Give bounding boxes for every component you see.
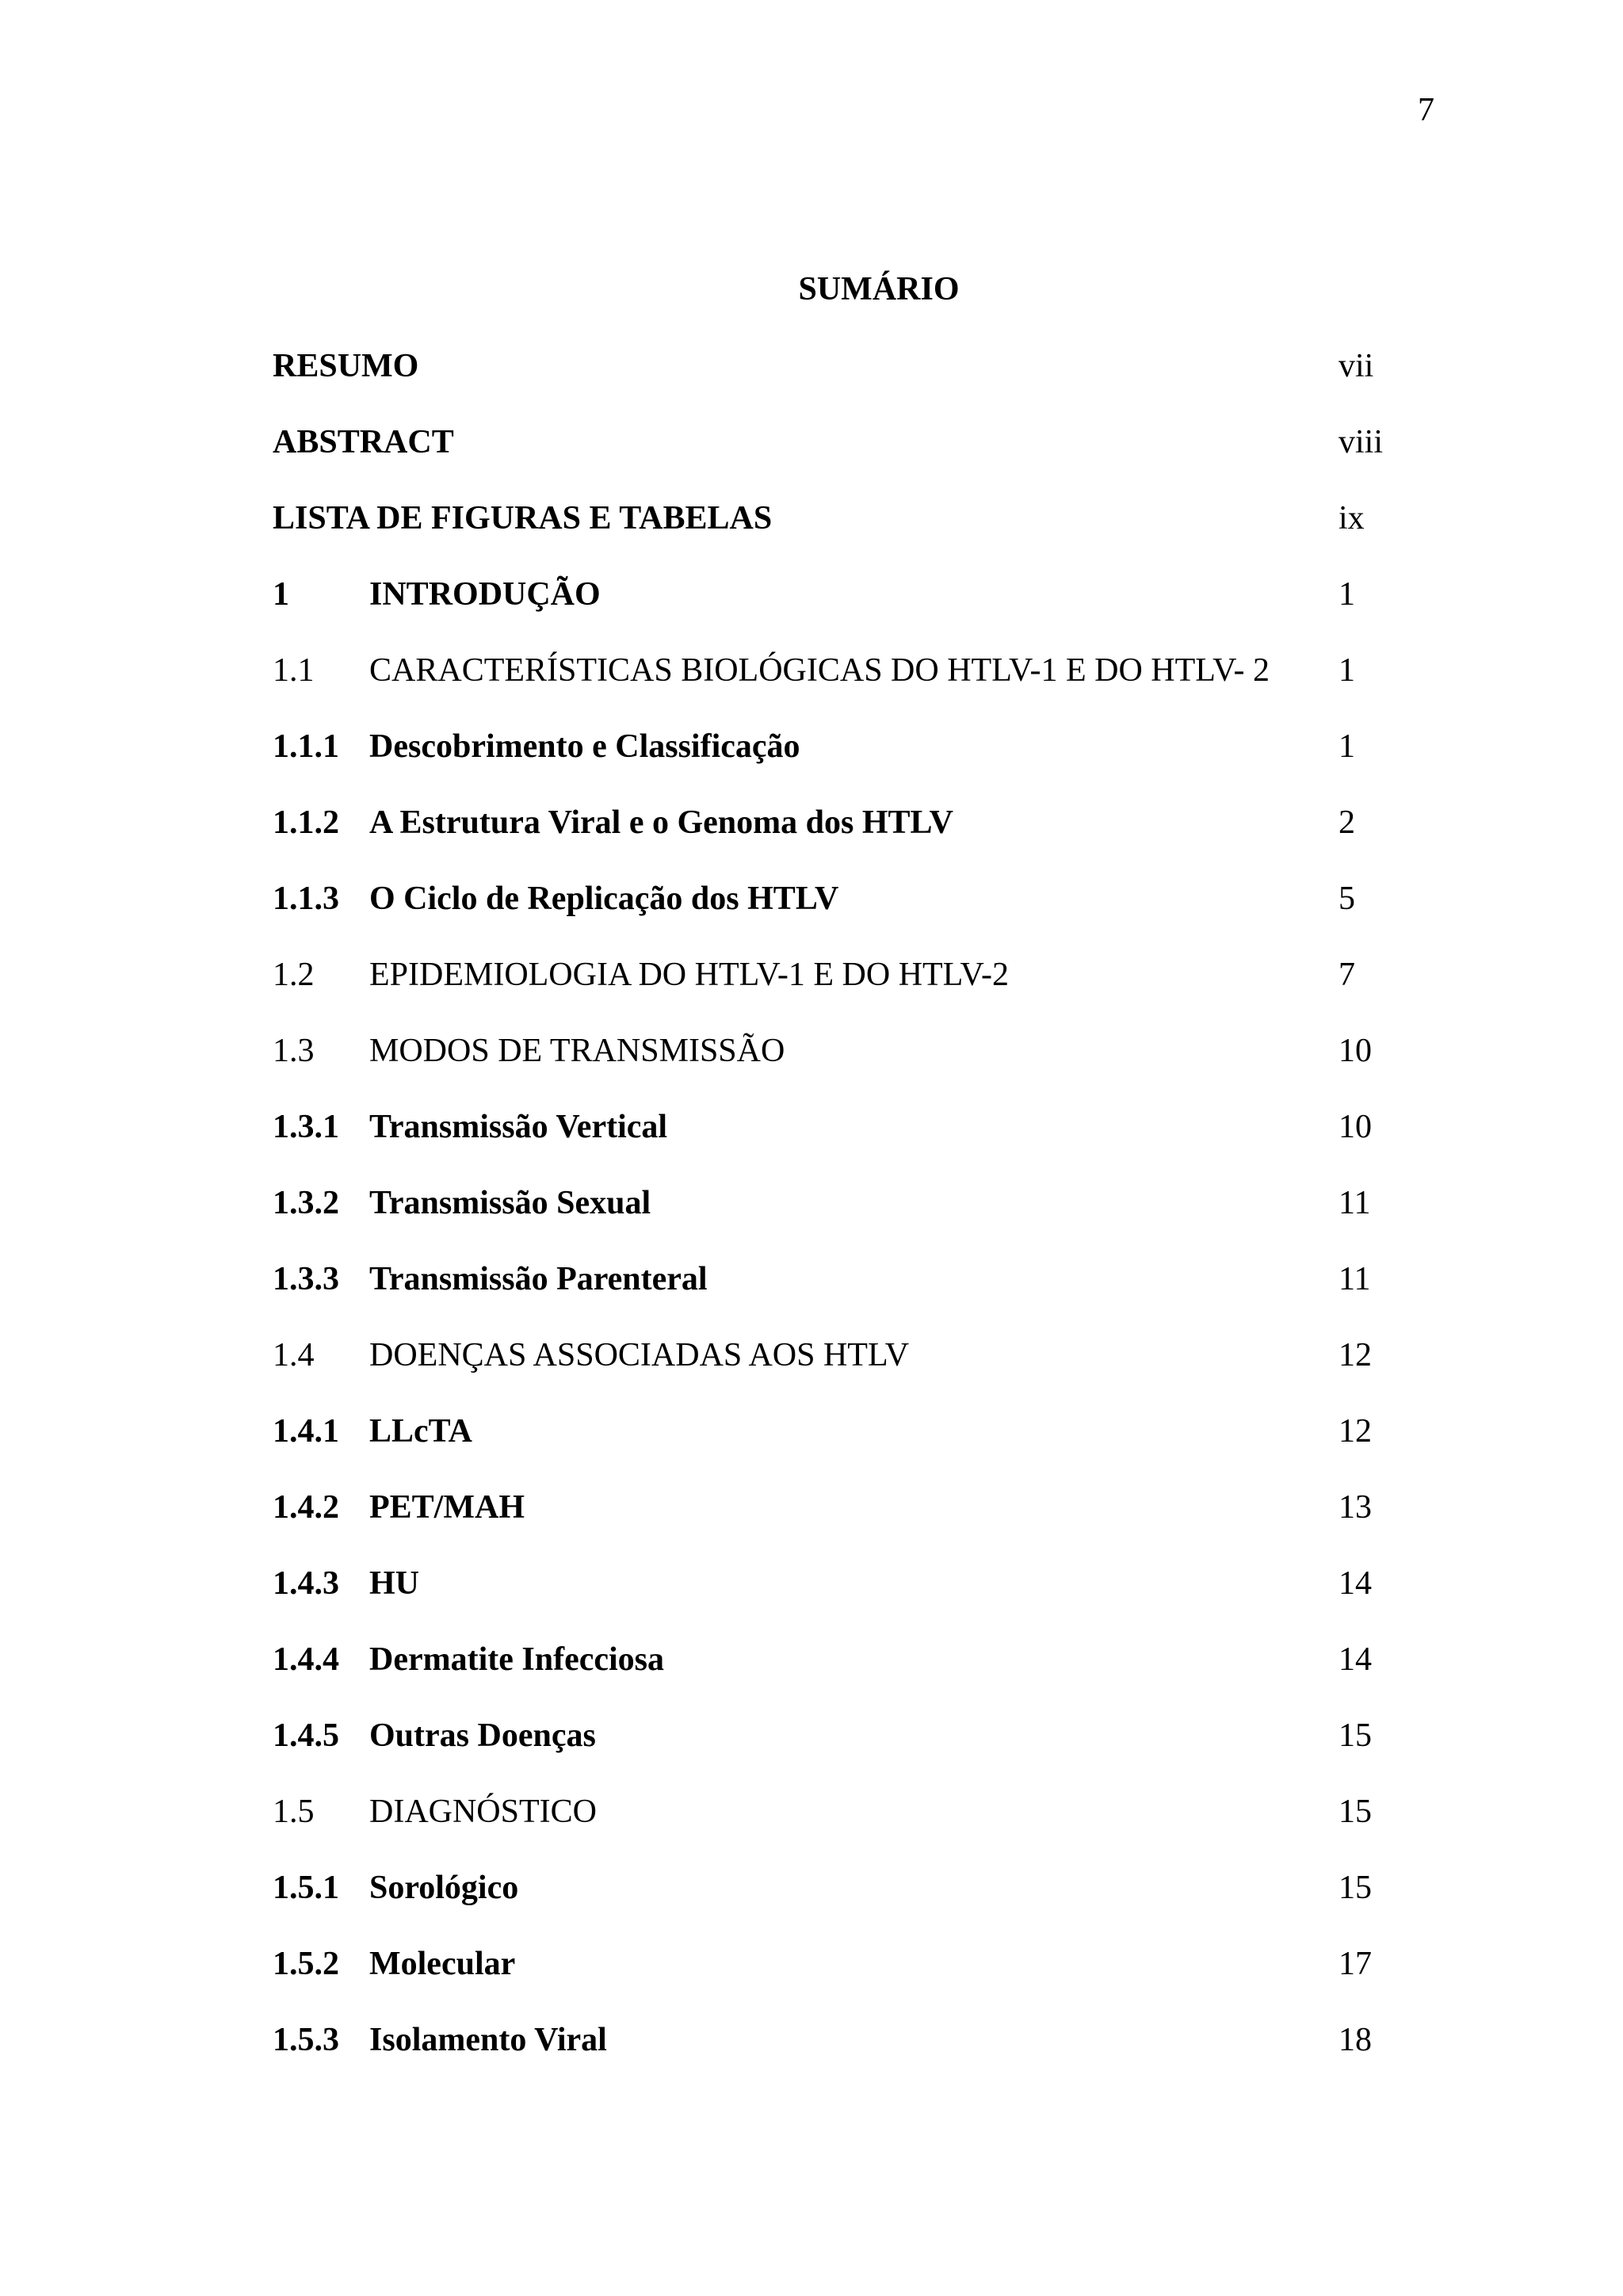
toc-entry-title: O Ciclo de Replicação dos HTLV: [369, 881, 839, 917]
toc-entry-number: 1: [273, 576, 289, 613]
toc-entry[interactable]: [273, 1488, 1398, 1564]
toc-entry-page: 5: [1338, 881, 1355, 917]
toc-entry-number: 1.5.1: [273, 1870, 339, 1906]
toc-title: SUMÁRIO: [798, 271, 960, 308]
toc-entry-page: 7: [1338, 957, 1355, 993]
toc-entry[interactable]: [273, 1412, 1398, 1488]
toc-entry-page: 1: [1338, 728, 1355, 765]
toc-entry-number: 1.1.2: [273, 804, 339, 841]
toc-entry-title: Isolamento Viral: [369, 2022, 607, 2058]
table-of-contents: [273, 347, 1398, 2097]
toc-entry-title: MODOS DE TRANSMISSÃO: [369, 1033, 785, 1069]
toc-entry-title: INTRODUÇÃO: [369, 576, 601, 613]
toc-entry[interactable]: [273, 575, 1398, 651]
toc-entry-title: Transmissão Vertical: [369, 1109, 668, 1145]
toc-entry-number: 1.1.3: [273, 881, 339, 917]
toc-entry[interactable]: [273, 651, 1398, 728]
toc-entry[interactable]: [273, 499, 1398, 575]
toc-entry-page: 10: [1338, 1109, 1372, 1145]
toc-entry-number: 1.3.1: [273, 1109, 339, 1145]
toc-entry-title: DOENÇAS ASSOCIADAS AOS HTLV: [369, 1337, 910, 1373]
toc-entry-page: 12: [1338, 1337, 1372, 1373]
toc-entry-title: ABSTRACT: [273, 424, 454, 460]
toc-entry-title: Transmissão Sexual: [369, 1185, 651, 1221]
toc-entry-title: EPIDEMIOLOGIA DO HTLV-1 E DO HTLV-2: [369, 957, 1009, 993]
toc-entry[interactable]: [273, 880, 1398, 956]
toc-entry-title: CARACTERÍSTICAS BIOLÓGICAS DO HTLV-1 E DO HTLV- 2: [369, 652, 1270, 689]
toc-entry[interactable]: [273, 728, 1398, 804]
toc-entry-page: 15: [1338, 1794, 1372, 1830]
toc-entry-page: 14: [1338, 1641, 1372, 1678]
toc-entry-page: 12: [1338, 1413, 1372, 1450]
toc-entry-number: 1.4.1: [273, 1413, 339, 1450]
toc-entry-page: viii: [1338, 424, 1384, 460]
toc-entry-number: 1.2: [273, 957, 315, 993]
toc-entry-number: 1.5: [273, 1794, 315, 1830]
toc-entry-page: 1: [1338, 652, 1355, 689]
toc-entry-page: 15: [1338, 1870, 1372, 1906]
toc-entry-number: 1.4.5: [273, 1717, 339, 1754]
toc-entry-page: 1: [1338, 576, 1355, 613]
toc-entry-title: PET/MAH: [369, 1489, 525, 1526]
toc-entry-number: 1.5.2: [273, 1946, 339, 1982]
toc-entry-page: 15: [1338, 1717, 1372, 1754]
toc-entry-number: 1.3.3: [273, 1261, 339, 1297]
toc-entry-number: 1.3.2: [273, 1185, 339, 1221]
toc-entry[interactable]: [273, 956, 1398, 1032]
toc-entry-title: Dermatite Infecciosa: [369, 1641, 665, 1678]
toc-entry[interactable]: [273, 2021, 1398, 2097]
toc-entry-number: 1.4.2: [273, 1489, 339, 1526]
toc-entry-page: 14: [1338, 1565, 1372, 1602]
toc-entry-number: 1.1.1: [273, 728, 339, 765]
toc-entry-title: LISTA DE FIGURAS E TABELAS: [273, 500, 773, 537]
toc-entry-title: Transmissão Parenteral: [369, 1261, 708, 1297]
toc-entry[interactable]: [273, 1641, 1398, 1717]
toc-entry-number: 1.4.3: [273, 1565, 339, 1602]
toc-entry-title: Descobrimento e Classificação: [369, 728, 800, 765]
toc-entry-page: ix: [1338, 500, 1365, 537]
toc-entry[interactable]: [273, 1336, 1398, 1412]
toc-entry[interactable]: [273, 347, 1398, 423]
toc-entry-number: 1.4: [273, 1337, 315, 1373]
toc-entry-number: 1.1: [273, 652, 315, 689]
toc-entry[interactable]: [273, 1564, 1398, 1641]
toc-entry-page: 2: [1338, 804, 1355, 841]
toc-entry[interactable]: [273, 1108, 1398, 1184]
toc-entry-page: 10: [1338, 1033, 1372, 1069]
page-number: 7: [1418, 92, 1434, 128]
toc-entry[interactable]: [273, 1945, 1398, 2021]
toc-entry-title: LLcTA: [369, 1413, 472, 1450]
toc-entry-number: 1.3: [273, 1033, 315, 1069]
toc-entry-number: 1.5.3: [273, 2022, 339, 2058]
toc-entry[interactable]: [273, 1717, 1398, 1793]
toc-entry-page: 13: [1338, 1489, 1372, 1526]
toc-entry[interactable]: [273, 1184, 1398, 1260]
toc-entry-page: 18: [1338, 2022, 1372, 2058]
toc-entry-page: vii: [1338, 348, 1374, 384]
toc-entry-page: 11: [1338, 1261, 1371, 1297]
toc-entry-number: 1.4.4: [273, 1641, 339, 1678]
toc-entry[interactable]: [273, 1260, 1398, 1336]
toc-entry-title: A Estrutura Viral e o Genoma dos HTLV: [369, 804, 954, 841]
toc-entry[interactable]: [273, 804, 1398, 880]
toc-entry[interactable]: [273, 1793, 1398, 1869]
toc-entry-title: Molecular: [369, 1946, 516, 1982]
toc-entry-page: 17: [1338, 1946, 1372, 1982]
toc-entry-title: Outras Doenças: [369, 1717, 596, 1754]
toc-entry-title: Sorológico: [369, 1870, 519, 1906]
toc-entry-title: HU: [369, 1565, 419, 1602]
toc-entry-title: DIAGNÓSTICO: [369, 1794, 597, 1830]
toc-entry-title: RESUMO: [273, 348, 419, 384]
toc-entry-page: 11: [1338, 1185, 1371, 1221]
toc-entry[interactable]: [273, 423, 1398, 499]
toc-entry[interactable]: [273, 1032, 1398, 1108]
toc-entry[interactable]: [273, 1869, 1398, 1945]
